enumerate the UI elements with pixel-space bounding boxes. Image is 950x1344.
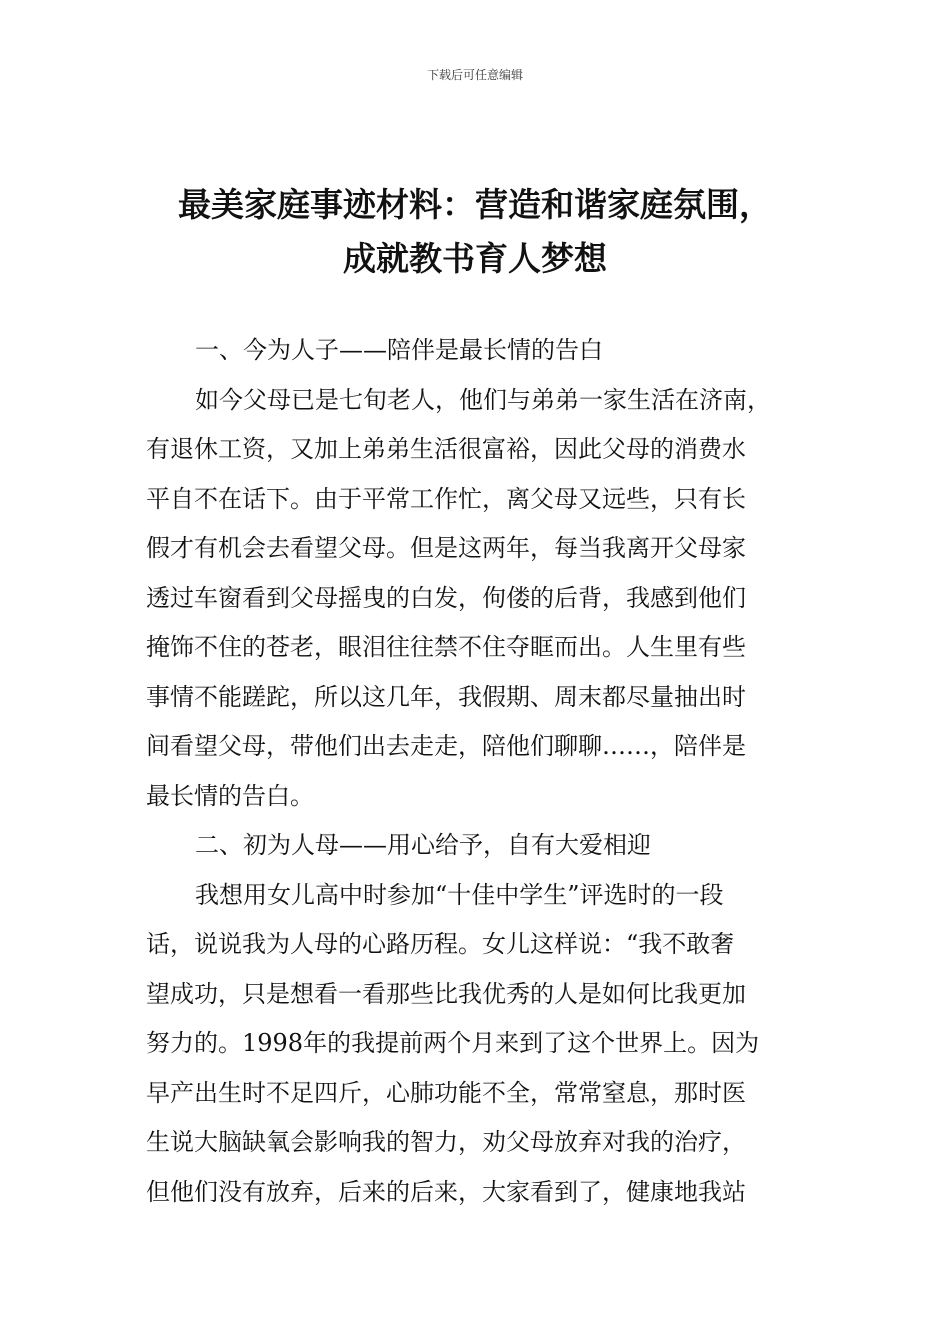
paragraph-line: 事情不能蹉跎，所以这几年，我假期、周末都尽量抽出时 bbox=[146, 682, 746, 711]
section-heading-2: 二、初为人母——用心给予，自有大爱相迎 bbox=[195, 831, 651, 859]
paragraph-line: 但他们没有放弃，后来的后来，大家看到了，健康地我站 bbox=[146, 1177, 746, 1206]
paragraph-line: 望成功，只是想看一看那些比我优秀的人是如何比我更加 bbox=[146, 979, 746, 1008]
paragraph-line: 生说大脑缺氧会影响我的智力，劝父母放弃对我的治疗， bbox=[146, 1128, 746, 1156]
paragraph-line: 如今父母已是七旬老人，他们与弟弟一家生活在济南， bbox=[195, 385, 771, 414]
paragraph-line: 假才有机会去看望父母。但是这两年，每当我离开父母家 bbox=[146, 534, 746, 562]
header-note: 下载后可任意编辑 bbox=[426, 68, 523, 82]
paragraph-line: 努力的。1998年的我提前两个月来到了这个世界上。因为 bbox=[146, 1029, 760, 1057]
title-line-1: 最美家庭事迹材料：营造和谐家庭氛围， bbox=[178, 185, 772, 224]
paragraph-line: 早产出生时不足四斤，心肺功能不全，常常窒息，那时医 bbox=[146, 1078, 746, 1107]
section-heading-1: 一、今为人子——陪伴是最长情的告白 bbox=[195, 336, 603, 364]
paragraph-line: 透过车窗看到父母摇曳的白发，佝偻的后背，我感到他们 bbox=[146, 583, 746, 612]
document-title bbox=[120, 178, 830, 286]
paragraph-line: 掩饰不住的苍老，眼泪往往禁不住夺眶而出。人生里有些 bbox=[146, 633, 746, 661]
paragraph-line: 最长情的告白。 bbox=[146, 781, 314, 810]
body-text bbox=[146, 326, 814, 1217]
paragraph-line: 平自不在话下。由于平常工作忙，离父母又远些，只有长 bbox=[146, 484, 746, 513]
paragraph-line: 间看望父母，带他们出去走走，陪他们聊聊……，陪伴是 bbox=[146, 732, 746, 760]
paragraph-line: 话，说说我为人母的心路历程。女儿这样说：“我不敢奢 bbox=[146, 930, 735, 958]
title-line-2: 成就教书育人梦想 bbox=[343, 239, 607, 278]
paragraph-line: 我想用女儿高中时参加“十佳中学生”评选时的一段 bbox=[195, 880, 724, 909]
paragraph-line: 有退休工资，又加上弟弟生活很富裕，因此父母的消费水 bbox=[146, 435, 746, 463]
